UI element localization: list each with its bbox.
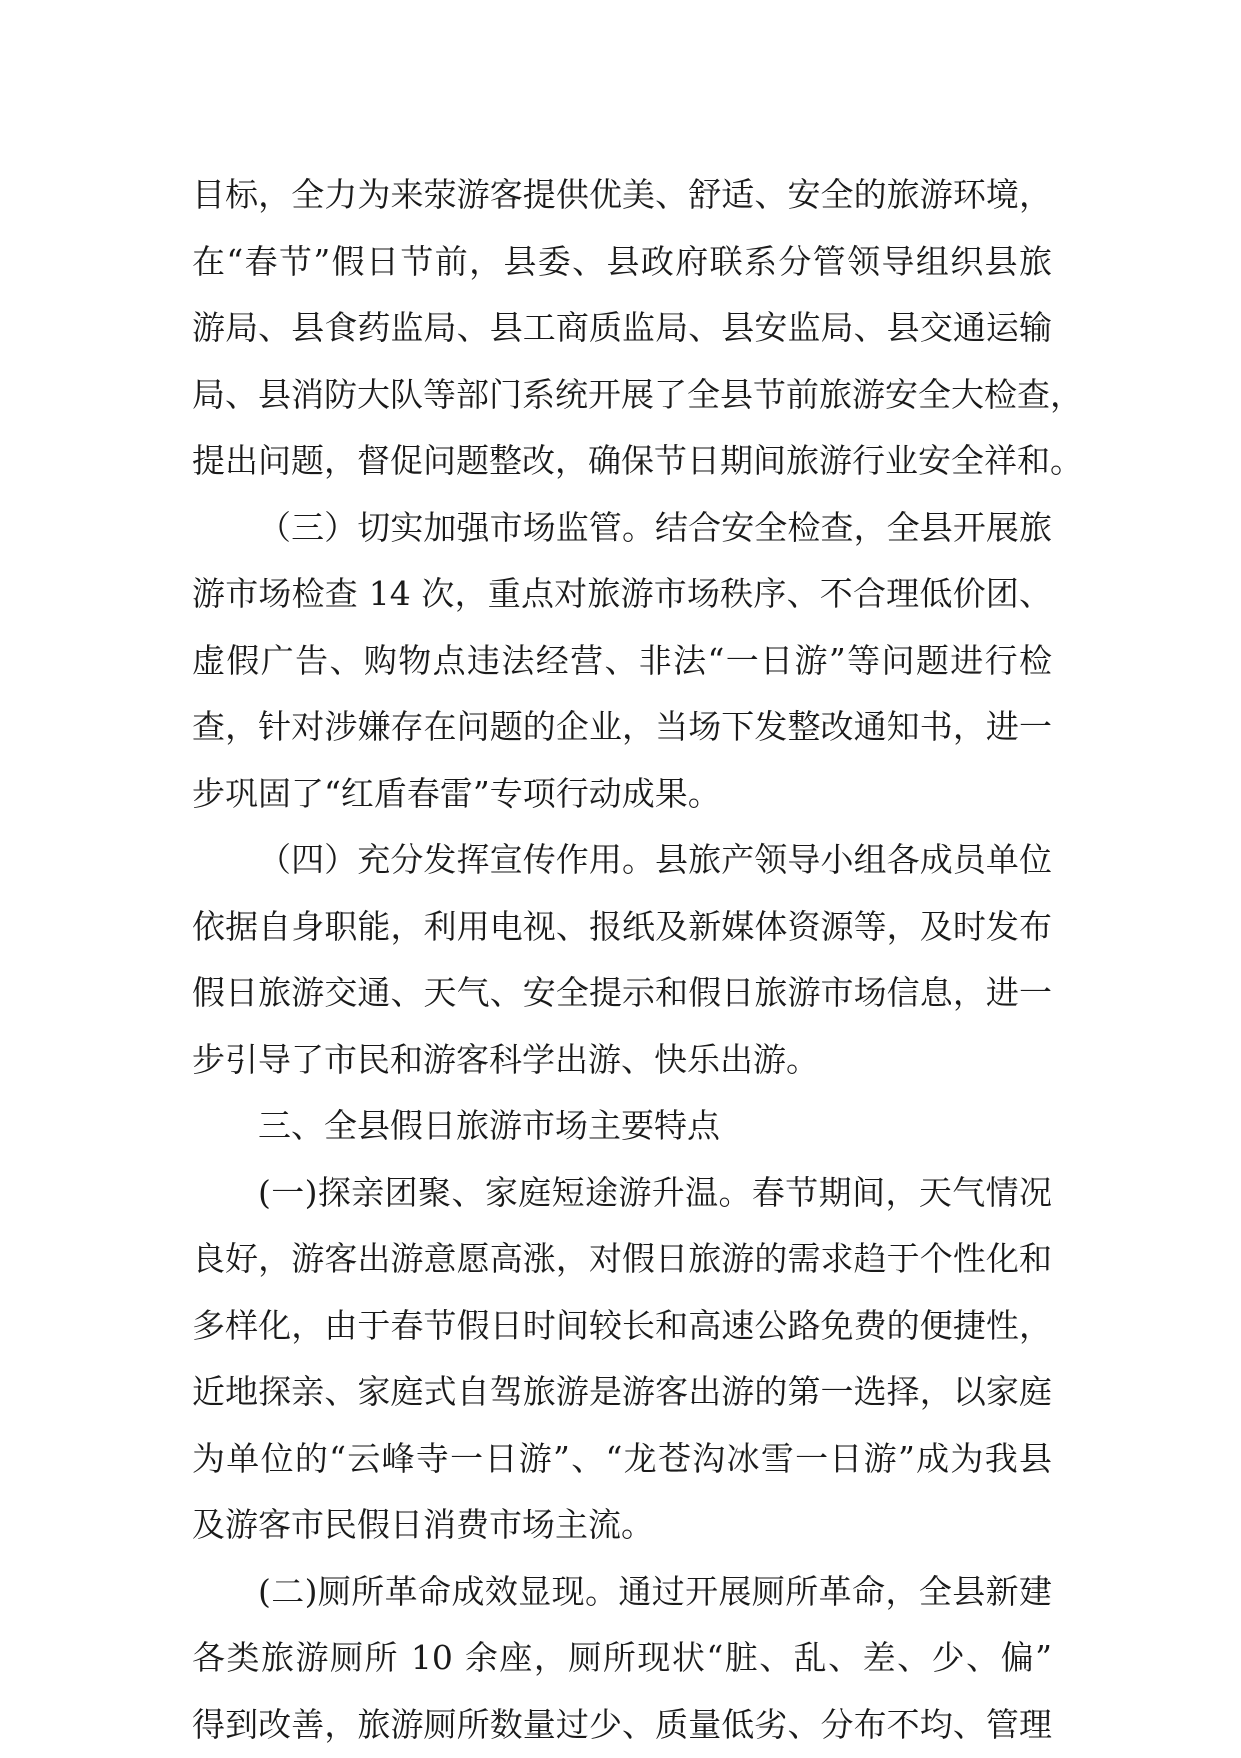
section-heading-4: （四）充分发挥宣传作用。县旅产领导小组各成员单位 [192,827,1052,894]
text-line: 步巩固了“红盾春雷”专项行动成果。 [192,761,1052,828]
chapter-heading-3: 三、全县假日旅游市场主要特点 [192,1093,1052,1160]
text-line: 在“春节”假日节前，县委、县政府联系分管领导组织县旅 [192,229,1052,296]
text-line: 步引导了市民和游客科学出游、快乐出游。 [192,1027,1052,1094]
text-line: 局、县消防大队等部门系统开展了全县节前旅游安全大检查， [192,362,1052,429]
text-line: 游市场检查 14 次，重点对旅游市场秩序、不合理低价团、 [192,561,1052,628]
section-heading-3: （三）切实加强市场监管。结合安全检查，全县开展旅 [192,495,1052,562]
text-line: 各类旅游厕所 10 余座，厕所现状“脏、乱、差、少、偏” [192,1625,1052,1692]
text-line: 依据自身职能，利用电视、报纸及新媒体资源等，及时发布 [192,894,1052,961]
text-line: 得到改善，旅游厕所数量过少、质量低劣、分布不均、管理 [192,1692,1052,1758]
text-line: 多样化，由于春节假日时间较长和高速公路免费的便捷性， [192,1293,1052,1360]
text-line: 虚假广告、购物点违法经营、非法“一日游”等问题进行检 [192,628,1052,695]
subsection-heading-2: (二)厕所革命成效显现。通过开展厕所革命，全县新建 [192,1559,1052,1626]
text-line: 提出问题，督促问题整改，确保节日期间旅游行业安全祥和。 [192,428,1052,495]
text-line: 及游客市民假日消费市场主流。 [192,1492,1052,1559]
text-line: 为单位的“云峰寺一日游”、“龙苍沟冰雪一日游”成为我县 [192,1426,1052,1493]
text-line: 查，针对涉嫌存在问题的企业，当场下发整改通知书，进一 [192,694,1052,761]
text-line: 假日旅游交通、天气、安全提示和假日旅游市场信息，进一 [192,960,1052,1027]
body-text [192,162,1052,1758]
text-line: 良好，游客出游意愿高涨，对假日旅游的需求趋于个性化和 [192,1226,1052,1293]
text-line: 游局、县食药监局、县工商质监局、县安监局、县交通运输 [192,295,1052,362]
text-line: 目标，全力为来荥游客提供优美、舒适、安全的旅游环境， [192,162,1052,229]
text-line: 近地探亲、家庭式自驾旅游是游客出游的第一选择，以家庭 [192,1359,1052,1426]
subsection-heading-1: (一)探亲团聚、家庭短途游升温。春节期间，天气情况 [192,1160,1052,1227]
